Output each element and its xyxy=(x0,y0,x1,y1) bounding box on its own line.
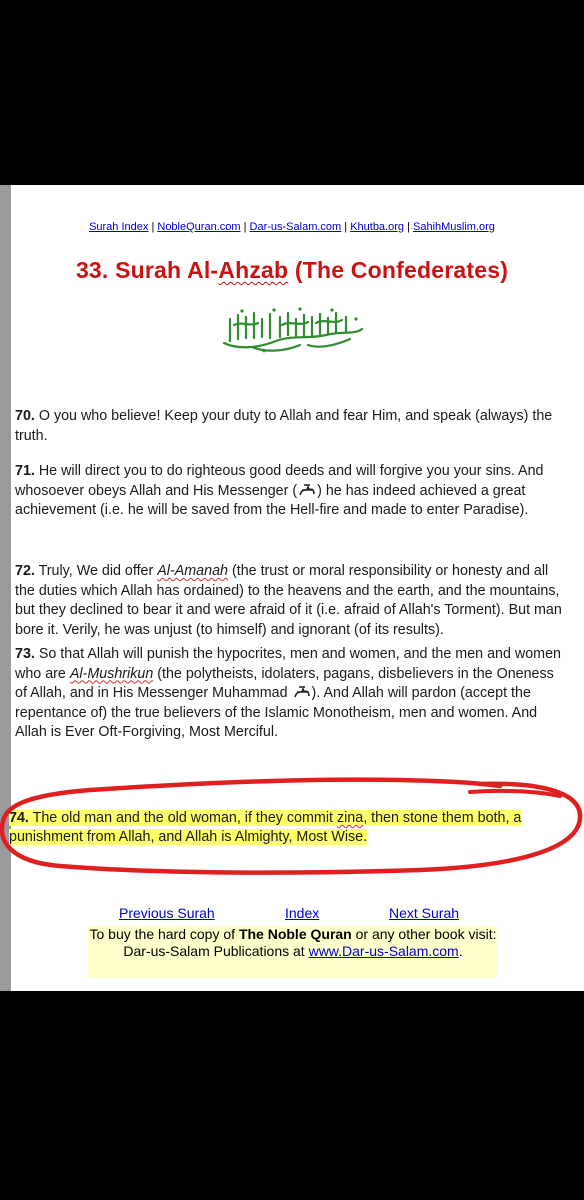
verse-text: He will direct you to do righteous good deeds and will forgive you your sins. And whosoever obeys Allah and His Messenger ( xyxy=(15,463,544,499)
verse-text: (the trust or moral responsibility or honesty and all the duties which Allah has ordained) to the heavens and the earth, and the mountains, but they declined to bear it and were afraid of it (i.e. afraid of Allah's Torment). But man bore it. Verily, he was unjust (to himself) and ignorant (of its results). xyxy=(15,563,562,638)
verse-text: Truly, We did offer xyxy=(34,563,158,579)
term-al-amanah: Al-Amanah xyxy=(157,563,228,579)
verse-number: 73. xyxy=(15,646,35,662)
salutation-glyph-icon xyxy=(298,482,316,498)
footer-line-2 xyxy=(88,943,498,960)
bismillah-calligraphy-image xyxy=(216,305,366,355)
title-suffix: (The Confederates) xyxy=(288,257,509,283)
next-surah-link[interactable]: Next Surah xyxy=(389,905,460,921)
verse-text: So that Allah will punish the hypocrites, men and women, and the men and women who are xyxy=(15,646,561,682)
footer-text: . xyxy=(458,943,463,959)
nav-link-khutba[interactable]: Khutba.org xyxy=(350,221,405,233)
webpage-screenshot xyxy=(0,185,584,991)
footer-purchase-notice xyxy=(88,926,498,978)
title-prefix: 33. Surah Al- xyxy=(75,257,219,283)
footer-text: or any other book visit: xyxy=(351,926,497,942)
verse-text: O you who believe! Keep your duty to Allah and fear Him, and speak (always) the truth. xyxy=(15,408,553,444)
darussalam-website-link[interactable]: www.Dar-us-Salam.com xyxy=(308,943,459,959)
footer-text: Dar-us-Salam Publications at xyxy=(123,943,309,959)
footer-line-1 xyxy=(88,926,498,943)
previous-surah-link[interactable]: Previous Surah xyxy=(119,905,215,921)
term-zina: zina xyxy=(336,810,364,826)
nav-link-noblequran[interactable]: NobleQuran.com xyxy=(157,221,241,233)
verse-text: ) he has indeed achieved a great achievement (i.e. he will be saved from the Hell-fire and made to enter Paradise). xyxy=(15,482,529,518)
verse-71 xyxy=(15,462,567,521)
salutation-glyph-icon xyxy=(293,684,311,700)
index-link[interactable]: Index xyxy=(285,905,320,921)
verse-text: (the polytheists, idolaters, pagans, disbelievers in the Oneness of Allah, and in His Messenger Muhammad xyxy=(15,665,554,701)
nav-link-darussalam[interactable]: Dar-us-Salam.com xyxy=(249,221,342,233)
term-al-mushrikun: Al-Mushrikun xyxy=(69,665,154,682)
verse-number: 71. xyxy=(15,463,35,479)
nav-separator: | xyxy=(341,221,351,233)
verse-73 xyxy=(15,645,567,743)
verse-74-highlighted xyxy=(9,809,529,847)
nav-separator: | xyxy=(404,221,413,233)
nav-link-sahihmuslim[interactable]: SahihMuslim.org xyxy=(413,221,495,233)
title-ahzab: Ahzab xyxy=(218,257,289,283)
nav-separator: | xyxy=(148,221,158,233)
footer-text: To buy the hard copy of xyxy=(89,926,239,942)
verse-text: The old man and the old woman, if they commit xyxy=(28,810,337,826)
left-edge-strip xyxy=(0,185,11,991)
verse-72 xyxy=(15,562,567,640)
verse-number: 74. xyxy=(9,810,29,826)
top-nav-links xyxy=(0,221,584,233)
book-title: The Noble Quran xyxy=(238,926,352,942)
page-title xyxy=(0,257,584,284)
verse-number: 72. xyxy=(15,563,35,579)
nav-separator: | xyxy=(240,221,250,233)
verse-70 xyxy=(15,407,567,446)
nav-link-surah-index[interactable]: Surah Index xyxy=(89,221,149,233)
verse-text: , then stone them both, a punishment from Allah, and Allah is Almighty, Most Wise. xyxy=(9,810,522,845)
verse-text: ). And Allah will pardon (accept the repentance of) the true believers of the Islamic Monotheism, men and women. And Allah is Ever Oft-Forgiving, Most Merciful. xyxy=(15,685,538,740)
verse-number: 70. xyxy=(15,408,35,424)
